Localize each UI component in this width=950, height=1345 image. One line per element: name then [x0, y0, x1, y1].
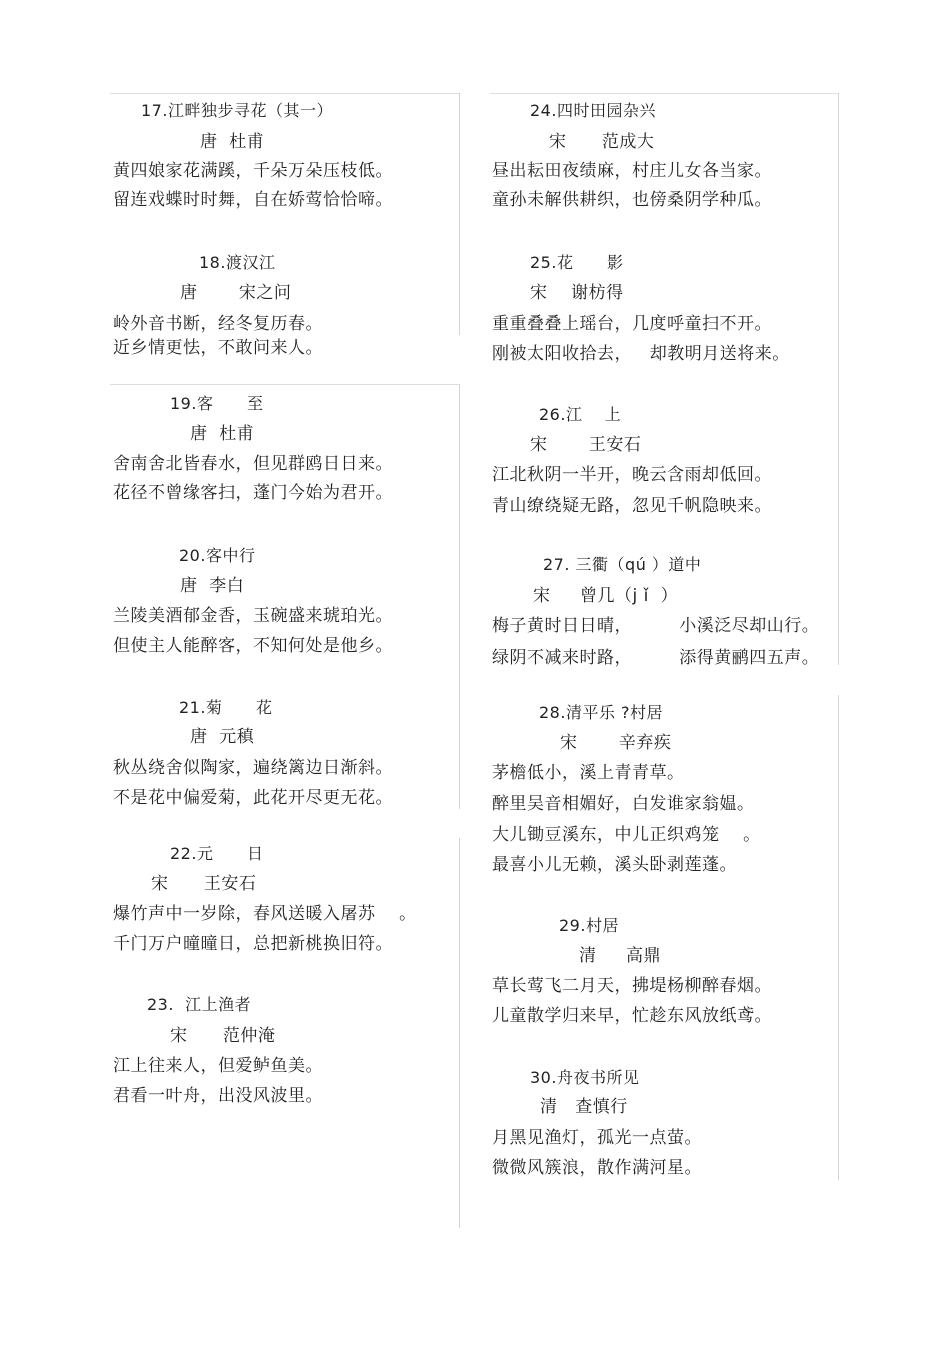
- poem-line: 黄四娘家花满蹊，千朵万朵压枝低。: [113, 161, 393, 181]
- poem-line: 最喜小儿无赖，溪头卧剥莲蓬。: [492, 855, 737, 875]
- poem-author: 宋 王安石: [530, 435, 642, 455]
- poem-author: 宋 谢枋得: [530, 283, 624, 303]
- poem-line: 草长莺飞二月天，拂堤杨柳醉春烟。: [492, 976, 772, 996]
- poem-author: 宋 辛弃疾: [560, 733, 672, 753]
- right-col-divider-a: [838, 93, 839, 665]
- poem-author: 唐 杜甫: [200, 132, 265, 152]
- poem-title: 19.客 至: [170, 394, 264, 413]
- poem-author: 宋 王安石: [151, 874, 257, 894]
- poem-title: 23. 江上渔者: [147, 995, 252, 1014]
- poem-title: 18.渡汉江: [199, 253, 276, 272]
- poem-line: 大儿锄豆溪东，中儿正织鸡笼 。: [492, 825, 761, 845]
- poem-author: 宋 范成大: [549, 132, 655, 152]
- poem-line: 重重叠叠上瑶台，几度呼童扫不开。: [492, 314, 772, 334]
- poem-line: 月黑见渔灯，孤光一点萤。: [492, 1128, 702, 1148]
- poem-title: 27. 三衢（qú ）道中: [543, 555, 702, 574]
- poem-author: 唐 李白: [180, 576, 245, 596]
- poem-line: 舍南舍北皆春水，但见群鸥日日来。: [113, 454, 393, 474]
- poem-author: 唐 宋之问: [180, 283, 292, 303]
- poem-author: 唐 元稹: [190, 727, 255, 747]
- poem-line: 儿童散学归来早，忙趁东风放纸鸢。: [492, 1006, 772, 1026]
- poem-line: 醉里吴音相媚好，白发谁家翁媪。: [492, 794, 755, 814]
- poem-title: 24.四时田园杂兴: [530, 101, 656, 120]
- poem-line: 童孙未解供耕织，也傍桑阴学种瓜。: [492, 190, 772, 210]
- poem-title: 25.花 影: [530, 253, 624, 272]
- poem-title: 22.元 日: [170, 844, 264, 863]
- poem-title: 21.菊 花: [179, 698, 273, 717]
- poem-title: 29.村居: [559, 916, 619, 935]
- poem-line: 爆竹声中一岁除，春风送暖入屠苏 。: [113, 904, 417, 924]
- left-col-divider-c: [459, 838, 460, 1228]
- poem-line: 昼出耘田夜绩麻，村庄儿女各当家。: [492, 161, 772, 181]
- poem-line: 秋丛绕舍似陶家，遍绕篱边日渐斜。: [113, 758, 393, 778]
- poem-line: 岭外音书断，经冬复历春。: [113, 314, 323, 334]
- poem-line: 千门万户曈曈日，总把新桃换旧符。: [113, 934, 393, 954]
- poem-author: 清 高鼎: [579, 946, 662, 966]
- top-rule-right: [490, 93, 839, 94]
- poem-line: 梅子黄时日日晴， 小溪泛尽却山行。: [492, 616, 820, 636]
- poem-author: 唐 杜甫: [190, 424, 255, 444]
- poem-line: 不是花中偏爱菊，此花开尽更无花。: [113, 788, 393, 808]
- poem-line: 江上往来人，但爱鲈鱼美。: [113, 1056, 323, 1076]
- left-col-divider-a: [459, 93, 460, 335]
- mid-rule-left: [110, 384, 459, 385]
- right-col-divider-b: [838, 695, 839, 1180]
- poem-author: 宋 范仲淹: [170, 1026, 276, 1046]
- poem-title: 30.舟夜书所见: [530, 1068, 640, 1087]
- top-rule-left: [110, 93, 459, 94]
- poem-title: 28.清平乐 ?村居: [539, 703, 664, 722]
- poem-author: 宋 曾几（j ǐ ）: [533, 586, 679, 606]
- poem-line: 微微风簇浪，散作满河星。: [492, 1158, 702, 1178]
- poem-title: 26.江 上: [539, 405, 622, 424]
- poem-line: 近乡情更怯，不敢问来人。: [113, 338, 323, 358]
- poem-line: 青山缭绕疑无路，忽见千帆隐映来。: [492, 496, 772, 516]
- poem-line: 但使主人能醉客，不知何处是他乡。: [113, 636, 393, 656]
- poem-line: 绿阴不减来时路， 添得黄鹂四五声。: [492, 648, 820, 668]
- poem-line: 刚被太阳收拾去， 却教明月送将来。: [492, 344, 790, 364]
- poem-line: 留连戏蝶时时舞，自在娇莺恰恰啼。: [113, 190, 393, 210]
- poem-line: 君看一叶舟，出没风波里。: [113, 1086, 323, 1106]
- poem-line: 花径不曾缘客扫，蓬门今始为君开。: [113, 483, 393, 503]
- poem-title: 17.江畔独步寻花（其一）: [141, 101, 333, 120]
- left-col-divider-b: [459, 384, 460, 809]
- poem-line: 江北秋阴一半开，晚云含雨却低回。: [492, 465, 772, 485]
- poem-author: 清 查慎行: [540, 1097, 628, 1117]
- poem-title: 20.客中行: [179, 546, 256, 565]
- poem-line: 兰陵美酒郁金香，玉碗盛来琥珀光。: [113, 606, 393, 626]
- poem-line: 茅檐低小，溪上青青草。: [492, 763, 685, 783]
